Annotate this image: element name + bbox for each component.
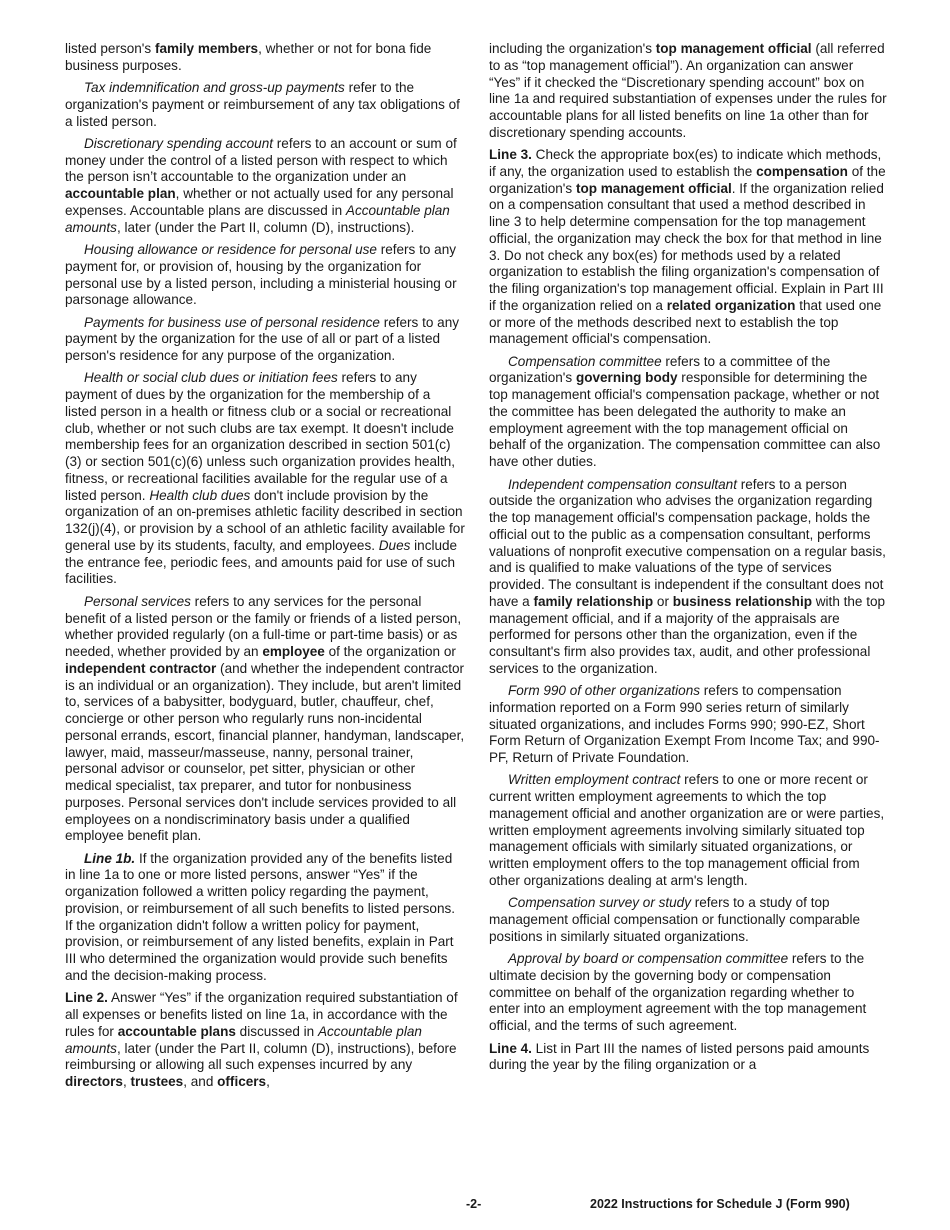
bold-term: trustees bbox=[130, 1074, 184, 1089]
text-run: listed person's bbox=[65, 41, 155, 56]
bold-term: top management official bbox=[575, 180, 732, 196]
text-run: If the organization provided any of the benefits listed in line 1a to one or more listed persons, answer “Yes” if the organization followed a written policy regarding the payment, provision, or reimbursement of all such benefits to listed persons. If the organization didn't follow a written policy for payment, provision, or reimbursement of any listed benefits, explain in Part III who determined the organization would provide such benefits and the decision-making process. bbox=[65, 850, 456, 983]
bold-term: family members bbox=[154, 41, 259, 56]
text-run: including the organization's bbox=[489, 41, 656, 56]
italic-term: Health or social club dues or initiation fees bbox=[84, 370, 338, 386]
text-run: , later (under the Part II, column (D), instructions). bbox=[116, 219, 415, 235]
italic-term: Form 990 of other organizations bbox=[508, 683, 701, 699]
bold-term: Line 1b. bbox=[84, 850, 136, 866]
text-run: that used one or more of the methods described next to establish the top management official's compensation. bbox=[489, 297, 882, 347]
text-run: , bbox=[266, 1074, 270, 1089]
text-run: of the organization's bbox=[489, 163, 886, 196]
text-run: don't include provision by the organization of an on-premises athletic facility described in section 132(j)(4), or provision by a school of an athletic facility available for general use by its students, faculty, and employees. bbox=[65, 487, 465, 553]
bold-term: officers bbox=[217, 1074, 267, 1089]
italic-term: Written employment contract bbox=[508, 772, 681, 788]
italic-term: Health club dues bbox=[149, 487, 251, 503]
paragraph-p6 bbox=[65, 370, 465, 588]
italic-term: Payments for business use of personal residence bbox=[84, 314, 380, 330]
italic-term: Discretionary spending account bbox=[84, 135, 274, 151]
italic-term: Housing allowance or residence for personal use bbox=[84, 242, 377, 258]
italic-term: Accountable plan amounts bbox=[65, 202, 450, 235]
italic-term: Accountable plan amounts bbox=[65, 1023, 422, 1056]
text-run: (and whether the independent contractor is an individual or an organization). They include, but aren't limited to, services of a babysitter, bodyguard, butler, chauffeur, chef, concierge or other person who regularly runs non-incidental personal errands, escort, financial planner, handyman, landscaper, lawyer, maid, masseur/masseuse, nanny, personal trainer, personal advisor or counselor, pet sitter, physician or other medical specialist, tax preparer, and tutor for nonbusiness purposes. Personal services don't include services provided to all employees on a nondiscriminatory basis under a qualified employee benefit plan. bbox=[65, 660, 465, 844]
bold-term: business relationship bbox=[672, 593, 812, 609]
paragraph-r2 bbox=[489, 147, 887, 348]
paragraph-r5 bbox=[489, 683, 887, 767]
paragraph-p1 bbox=[65, 41, 465, 75]
bold-term: family relationship bbox=[533, 593, 654, 609]
bold-term: directors bbox=[65, 1074, 123, 1089]
italic-term: Approval by board or compensation committee bbox=[508, 951, 789, 967]
paragraph-r9 bbox=[489, 1041, 887, 1075]
bold-term: Line 2. bbox=[65, 990, 108, 1006]
text-run: refers to any payment for, or provision of, housing by the organization for personal use by a listed person, including a ministerial housing or parsonage allowance. bbox=[65, 242, 457, 308]
text-run: , whether or not for bona fide business purposes. bbox=[65, 41, 432, 73]
italic-term: Dues bbox=[378, 537, 411, 553]
italic-term: Tax indemnification and gross-up payments bbox=[84, 80, 345, 96]
paragraph-r6 bbox=[489, 772, 887, 889]
form-title: 2022 Instructions for Schedule J (Form 990) bbox=[590, 1197, 850, 1211]
text-run: . If the organization relied on a compensation consultant that used a method described in line 3 to help determine compensation for the top management official, the organization may check the box for that method in line 3. Do not check any box(es) for methods used by a related organization to establish the filing organization's compensation of the filing organization's top management official. Explain in Part III if the organization relied on a bbox=[489, 180, 884, 313]
bold-term: governing body bbox=[575, 370, 678, 386]
bold-term: compensation bbox=[756, 163, 848, 179]
text-run: refers to an account or sum of money under the control of a listed person with respect to which the person isn’t accountable to the organization under an bbox=[65, 135, 457, 185]
italic-term: Personal services bbox=[84, 593, 191, 609]
text-run: refers to any payment by the organization for the use of all or part of a listed person's residence for any purpose of the organization. bbox=[65, 314, 459, 364]
text-run: include the entrance fee, periodic fees, and amounts paid for use of such facilities. bbox=[65, 537, 458, 587]
text-run: refers to a committee of the organization's bbox=[489, 353, 831, 386]
bold-term: independent contractor bbox=[65, 660, 217, 676]
italic-term: Compensation committee bbox=[508, 353, 662, 369]
text-run: refers to the ultimate decision by the governing body or compensation committee on behalf of the organization regarding whether to enter into an employment agreement with the top management official, and the terms of such agreement. bbox=[489, 951, 867, 1034]
text-run: refers to a study of top management official compensation or functionally comparable positions in similarly situated organizations. bbox=[489, 895, 860, 944]
text-run: (all referred to as “top management official”). An organization can answer “Yes” if it checked the “Discretionary spending account” box on line 1a and required substantiation of expenses under the rules for accountable plans for all listed benefits on line 1a other than for discretionary spending accounts. bbox=[489, 41, 887, 140]
text-run: refer to the organization's payment or reimbursement of any tax obligations of a listed person. bbox=[65, 80, 460, 129]
paragraph-p9 bbox=[65, 990, 465, 1091]
bold-term: accountable plans bbox=[117, 1023, 236, 1039]
bold-term: Line 4. bbox=[489, 1040, 532, 1056]
text-run: refers to a person outside the organization who advises the organization regarding the top management official's compensation package, holds the official out to the public as a compensation consultant, performs valuations of nonprofit executive compensation on a regular basis, and is qualified to make valuations of the type of services provided. The consultant is independent if the consultant does not have a bbox=[489, 476, 886, 609]
text-run: discussed in bbox=[235, 1023, 318, 1039]
text-run: refers to compensation information reported on a Form 990 series return of similarly situated organizations, and includes Forms 990; 990-EZ, Short Form Return of Organization Exempt From Income Tax; and 990-PF, Return of Private Foundation. bbox=[489, 683, 880, 766]
text-run: Check the appropriate box(es) to indicate which methods, if any, the organization used to establish the bbox=[489, 147, 882, 179]
right-column bbox=[489, 41, 887, 1080]
paragraph-r4 bbox=[489, 477, 887, 678]
paragraph-p5 bbox=[65, 315, 465, 365]
text-run: refers to one or more recent or current written employment agreements to which the top management official and another organization are or were parties, written employment agreements involving similarly situated top management officials with similarly situated organizations, or written employment offers to the top management official from other organizations dealing at arm's length. bbox=[489, 772, 885, 888]
paragraph-p2 bbox=[65, 80, 465, 130]
page-number: -2- bbox=[466, 1197, 482, 1211]
text-run: refers to any services for the personal benefit of a listed person or the family or friends of a listed person, whether provided regularly (on a full-time or part-time basis) or as needed, whether provided by an bbox=[65, 593, 462, 660]
paragraph-p8 bbox=[65, 851, 465, 985]
text-run: List in Part III the names of listed persons paid amounts during the year by the filing organization or a bbox=[489, 1040, 870, 1073]
text-run: with the top management official, and if a majority of the appraisals are performed for persons other than the organization, even if the consultant's firm also provides tax, audit, and other professional services to the organization. bbox=[489, 593, 886, 676]
bold-term: employee bbox=[262, 644, 325, 660]
paragraph-r1 bbox=[489, 41, 887, 142]
text-run: , and bbox=[183, 1074, 218, 1089]
paragraph-p4 bbox=[65, 242, 465, 309]
paragraph-p7 bbox=[65, 594, 465, 845]
left-column bbox=[65, 41, 465, 1096]
text-run: of the organization or bbox=[324, 644, 456, 660]
italic-term: Compensation survey or study bbox=[508, 895, 691, 911]
text-run: responsible for determining the top management official's compensation package, whether or not the committee has been delegated the authority to make an employment agreement with the top management official on behalf of the organization. The compensation committee can also have other duties. bbox=[489, 370, 881, 470]
bold-term: Line 3. bbox=[489, 147, 532, 163]
text-run: , later (under the Part II, column (D), instructions), before reimbursing or allowing all such expenses incurred by any bbox=[65, 1040, 457, 1073]
text-run: , whether or not actually used for any personal expenses. Accountable plans are discussed in bbox=[65, 186, 454, 218]
text-run: , bbox=[122, 1074, 131, 1089]
paragraph-r8 bbox=[489, 951, 887, 1035]
text-run: Answer “Yes” if the organization required substantiation of all expenses or benefits listed on line 1a, in accordance with the rules for bbox=[65, 990, 458, 1039]
bold-term: related organization bbox=[666, 297, 796, 313]
text-run: or bbox=[653, 593, 673, 609]
paragraph-r3 bbox=[489, 354, 887, 471]
paragraph-p3 bbox=[65, 136, 465, 237]
bold-term: accountable plan bbox=[65, 186, 176, 202]
italic-term: Independent compensation consultant bbox=[508, 476, 737, 492]
text-run: refers to any payment of dues by the organization for the membership of a listed person in a health or fitness club or a social or recreational club, whether or not such clubs are tax exempt. It doesn't include membership fees for an organization described in section 501(c)(3) or section 501(c)(6) unless such organization provides health, fitness, or recreational facilities available for the regular use of a listed person. bbox=[65, 370, 456, 503]
paragraph-r7 bbox=[489, 895, 887, 945]
bold-term: top management official bbox=[655, 41, 812, 56]
